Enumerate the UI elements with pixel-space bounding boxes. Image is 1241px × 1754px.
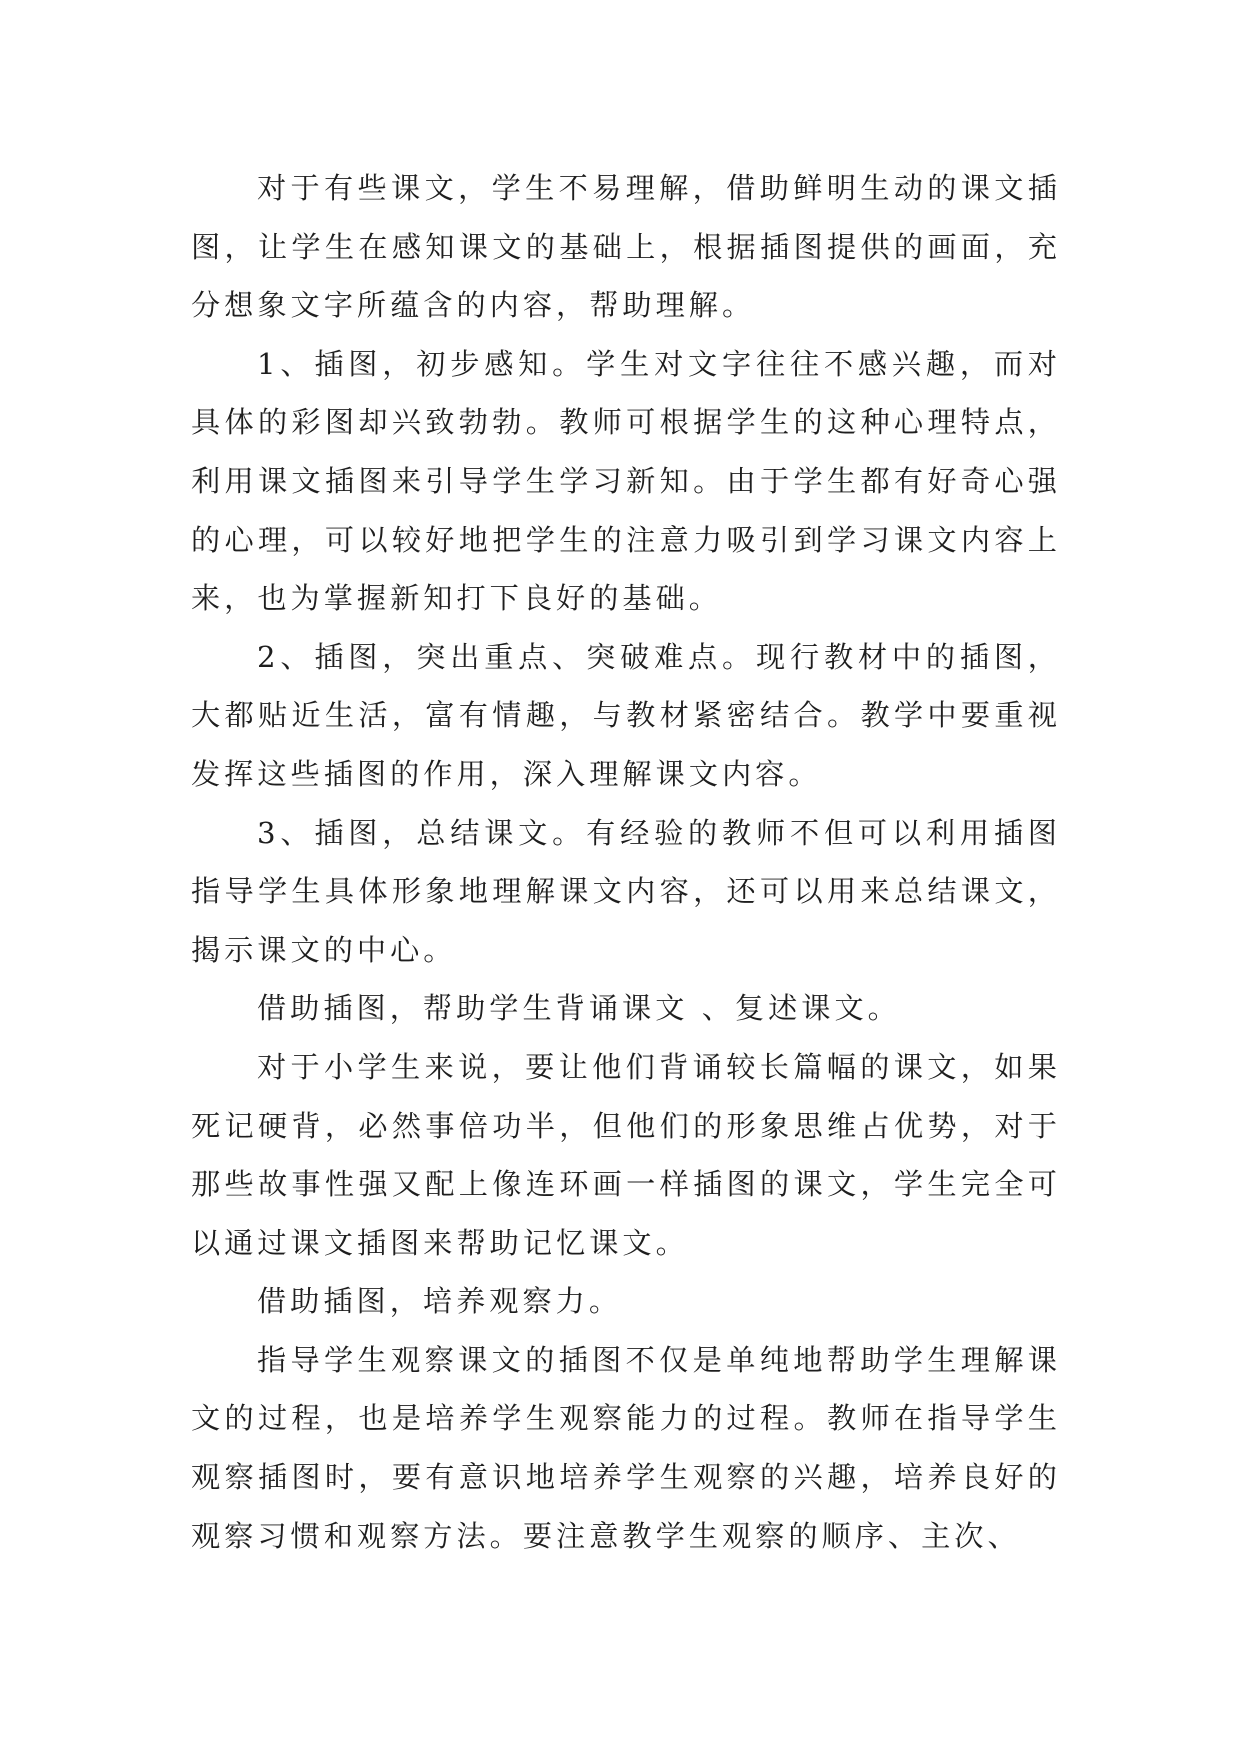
paragraph-intro: 对于有些课文，学生不易理解，借助鲜明生动的课文插图，让学生在感知课文的基础上，根据插图提供的画面，充分想象文字所蕴含的内容，帮助理解。 (191, 171, 1061, 323)
paragraph-observation: 指导学生观察课文的插图不仅是单纯地帮助学生理解课文的过程，也是培养学生观察能力的过程。教师在指导学生观察插图时，要有意识地培养学生观察的兴趣，培养良好的观察习惯和观察方法。要注意教学生观察的顺序、主次、 (191, 1342, 1061, 1553)
paragraph-heading-observation: 借助插图，培养观察力。 (257, 1284, 623, 1319)
paragraph-point-1: 1、插图，初步感知。学生对文字往往不感兴趣，而对具体的彩图却兴致勃勃。教师可根据学生的这种心理特点，利用课文插图来引导学生学习新知。由于学生都有好奇心强的心理，可以较好地把学生的注意力吸引到学习课文内容上来，也为掌握新知打下良好的基础。 (191, 346, 1061, 616)
paragraph-point-3: 3、插图，总结课文。有经验的教师不但可以利用插图指导学生具体形象地理解课文内容，还可以用来总结课文，揭示课文的中心。 (191, 815, 1061, 967)
paragraph-point-2: 2、插图，突出重点、突破难点。现行教材中的插图，大都贴近生活，富有情趣，与教材紧密结合。教学中要重视发挥这些插图的作用，深入理解课文内容。 (191, 639, 1061, 791)
paragraph-heading-recitation: 借助插图，帮助学生背诵课文 、复述课文。 (257, 991, 901, 1026)
document-body (191, 159, 1061, 1565)
paragraph-recitation: 对于小学生来说，要让他们背诵较长篇幅的课文，如果死记硬背，必然事倍功半，但他们的形象思维占优势，对于那些故事性强又配上像连环画一样插图的课文，学生完全可以通过课文插图来帮助记忆课文。 (191, 1049, 1061, 1260)
